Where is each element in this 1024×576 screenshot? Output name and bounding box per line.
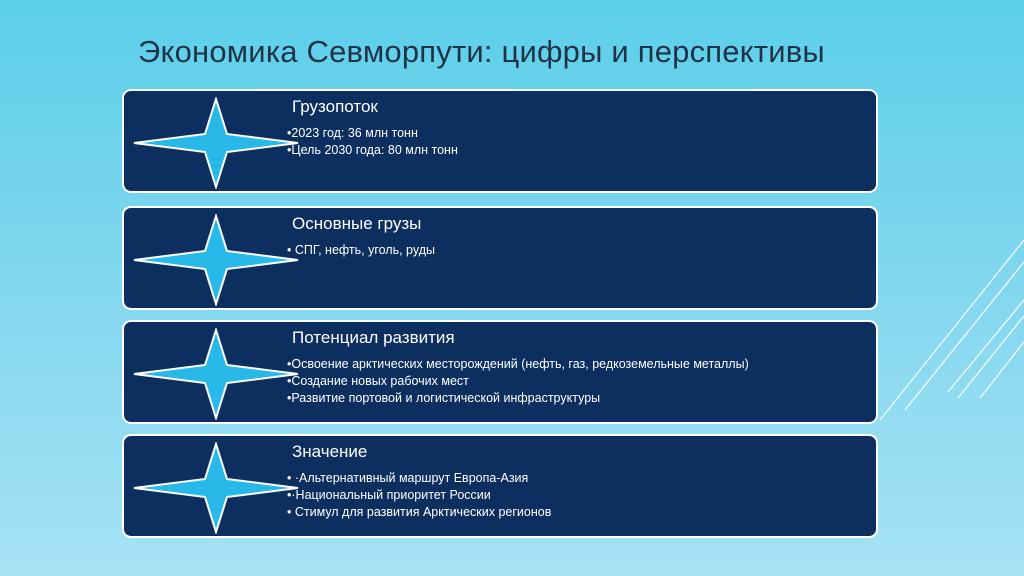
card-list [287,470,551,521]
card-main-cargo [122,206,878,310]
card-development-potential [122,320,878,424]
list-item: • СПГ, нефть, уголь, руды [287,243,435,257]
card-cargo-flow [122,89,878,193]
list-item: • ·Альтернативный маршрут Европа-Азия [287,471,529,485]
list-item: •Развитие портовой и логистической инфраструктуры [287,391,601,405]
four-point-star-icon [130,328,302,420]
card-significance [122,434,878,538]
list-item: •2023 год: 36 млн тонн [287,126,418,140]
slide-title: Экономика Севморпути: цифры и перспективы [138,34,825,69]
card-list [287,242,435,259]
list-item: •·Национальный приоритет России [287,488,491,502]
four-point-star-icon [130,214,302,306]
list-item: •Цель 2030 года: 80 млн тонн [287,143,458,157]
card-heading: Значение [292,442,368,461]
card-heading: Основные грузы [292,214,422,233]
four-point-star-icon [130,97,302,189]
card-list [287,125,458,159]
card-heading: Грузопоток [292,97,378,116]
list-item: •Освоение арктических месторождений (нефть, газ, редкоземельные металлы) [287,357,749,371]
list-item: •Создание новых рабочих мест [287,374,469,388]
list-item: • Стимул для развития Арктических регионов [287,505,552,519]
four-point-star-icon [130,442,302,534]
card-list [287,356,749,407]
card-heading: Потенциал развития [292,328,455,347]
